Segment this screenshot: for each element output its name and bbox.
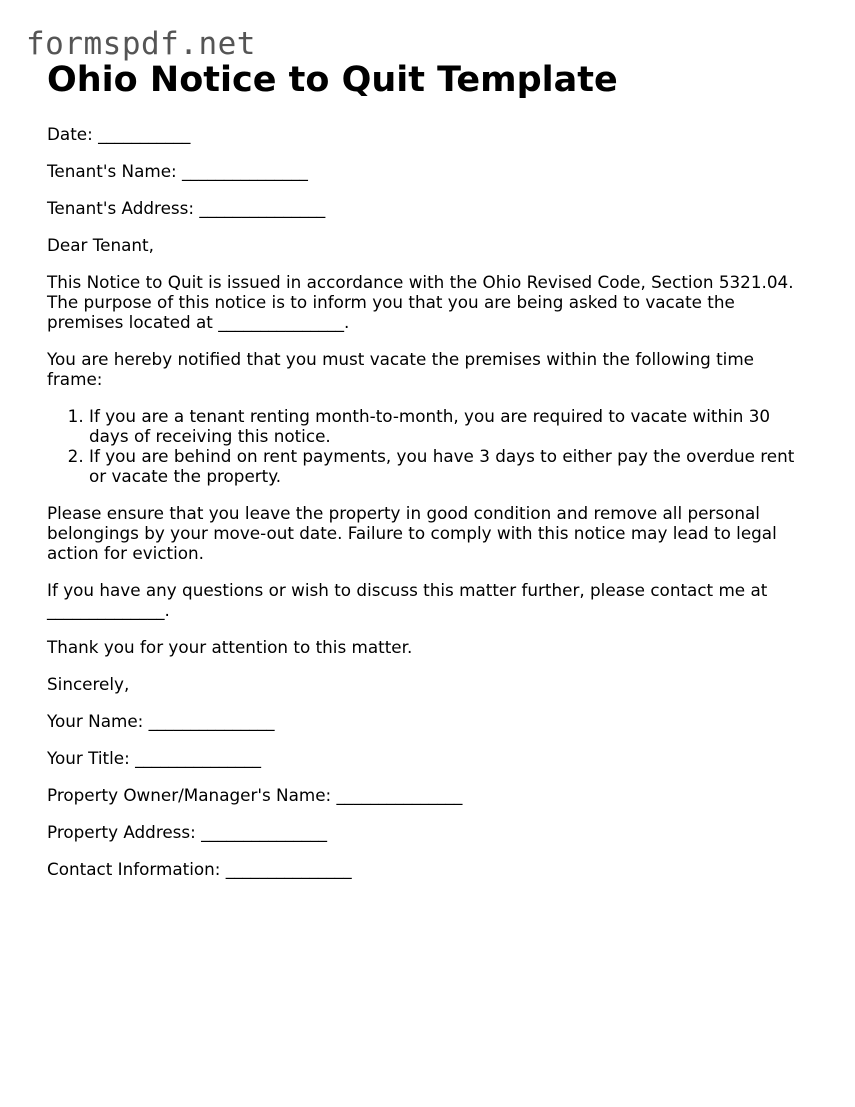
closing-line: Sincerely, — [47, 674, 130, 694]
condition-paragraph: Please ensure that you leave the property in good condition and remove all personal belongings by your move-out date. Failure to comply with this notice may lead to legal action for eviction. — [47, 503, 777, 563]
intro-paragraph: This Notice to Quit is issued in accordance with the Ohio Revised Code, Section 5321.04. The purpose of this notice is to inform you that you are being asked to vacate the premises located at _______________. — [47, 272, 794, 332]
salutation: Dear Tenant, — [47, 235, 154, 255]
your-title-field: Your Title: _______________ — [47, 748, 261, 768]
notified-paragraph: You are hereby notified that you must vacate the premises within the following time frame: — [47, 349, 755, 389]
page-title: Ohio Notice to Quit Template — [47, 60, 618, 100]
list-item: 2. If you are behind on rent payments, you have 3 days to either pay the overdue rent or vacate the property. — [89, 446, 807, 486]
tenant-address-field: Tenant's Address: _______________ — [47, 198, 326, 218]
thank-you-line: Thank you for your attention to this matter. — [47, 637, 413, 657]
property-address-field: Property Address: _______________ — [47, 822, 328, 842]
your-name-field: Your Name: _______________ — [47, 711, 275, 731]
time-frame-list — [47, 406, 807, 486]
document-page — [47, 58, 807, 896]
list-item: 1. If you are a tenant renting month-to-month, you are required to vacate within 30 days of receiving this notice. — [89, 406, 807, 446]
tenant-name-field: Tenant's Name: _______________ — [47, 161, 308, 181]
owner-manager-name-field: Property Owner/Manager's Name: _______________ — [47, 785, 463, 805]
contact-paragraph: If you have any questions or wish to discuss this matter further, please contact me at ______________. — [47, 580, 768, 620]
date-field: Date: ___________ — [47, 124, 191, 144]
contact-information-field: Contact Information: _______________ — [47, 859, 352, 879]
watermark: formspdf.net — [26, 26, 256, 62]
